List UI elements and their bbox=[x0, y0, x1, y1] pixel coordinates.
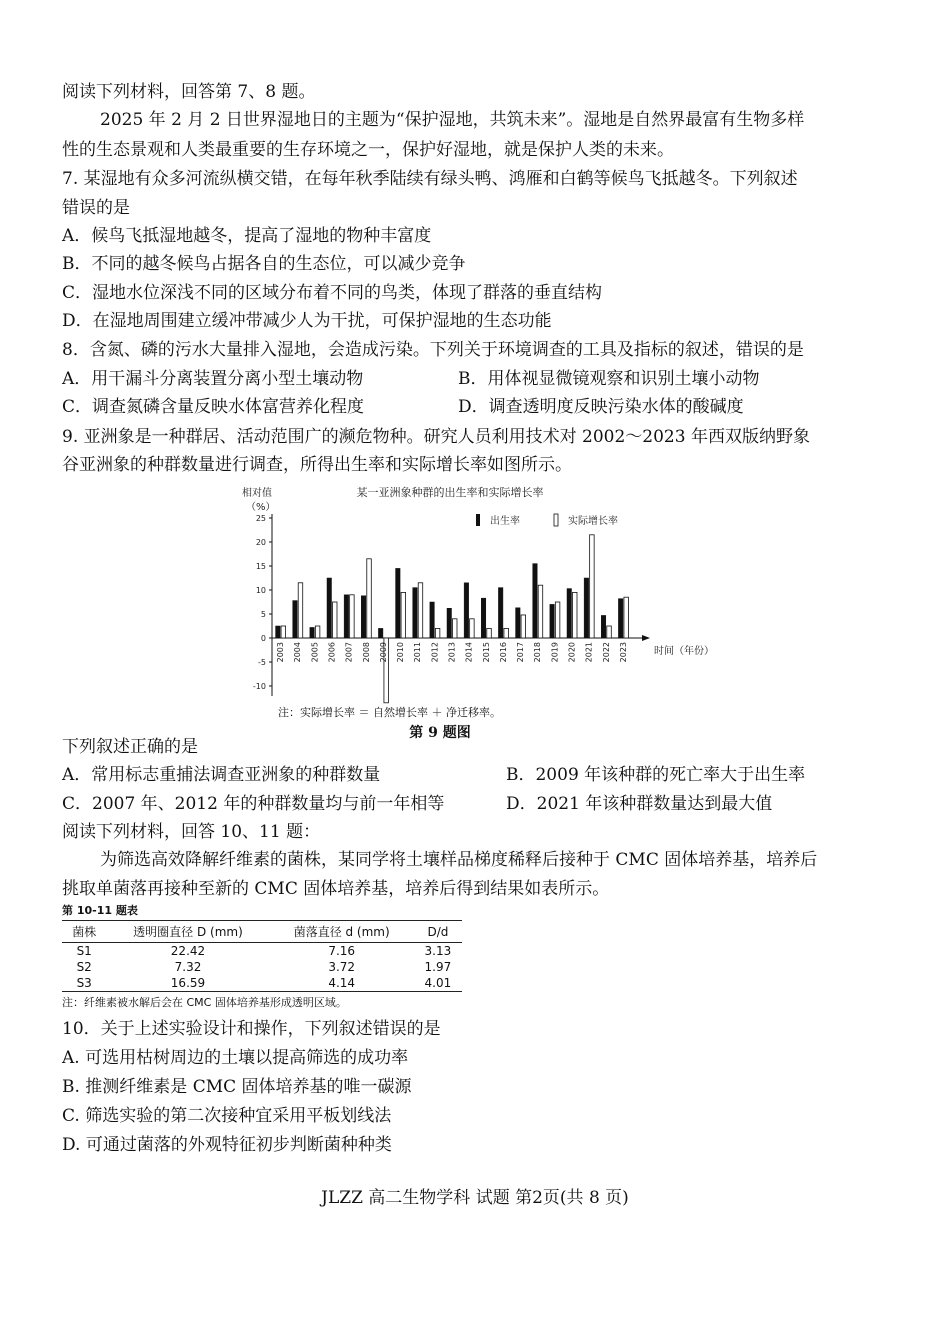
bar-actual-growth-rate bbox=[298, 583, 303, 638]
bar-actual-growth-rate bbox=[624, 597, 629, 638]
x-tick-label: 2006 bbox=[327, 642, 337, 663]
bar-birth-rate bbox=[293, 601, 298, 638]
table-row bbox=[62, 959, 462, 975]
material-text: 性的生态景观和人类最重要的生存环境之一，保护好湿地，就是保护人类的未来。 bbox=[62, 140, 674, 160]
y-tick-label: 5 bbox=[260, 610, 266, 619]
table-header: 透明圈直径 D (mm) bbox=[106, 921, 269, 943]
bar-actual-growth-rate bbox=[521, 615, 526, 638]
question-9-option-c: C．2007 年、2012 年的种群数量均与前一年相等 bbox=[62, 794, 445, 814]
chart-note: 注：实际增长率 ＝ 自然增长率 ＋ 净迁移率。 bbox=[278, 706, 501, 719]
question-8-option-d: D．调查透明度反映污染水体的酸碱度 bbox=[458, 397, 744, 417]
data-table-block bbox=[62, 902, 472, 1010]
legend-swatch-birth-rate bbox=[476, 514, 480, 526]
bar-birth-rate bbox=[413, 588, 418, 638]
bar-birth-rate bbox=[276, 626, 281, 638]
bar-birth-rate bbox=[430, 602, 435, 638]
y-tick-label: -10 bbox=[252, 682, 266, 691]
legend-label-birth-rate: 出生率 bbox=[490, 516, 520, 527]
question-8-stem: 8．含氮、磷的污水大量排入湿地，会造成污染。下列关于环境调查的工具及指标的叙述，错误的是 bbox=[62, 340, 804, 360]
question-7-option-d: D．在湿地周围建立缓冲带减少人为干扰，可保护湿地的生态功能 bbox=[62, 311, 552, 331]
y-tick-label: 0 bbox=[260, 634, 266, 643]
bar-actual-growth-rate bbox=[573, 592, 578, 638]
question-10-option-d: D. 可通过菌落的外观特征初步判断菌种种类 bbox=[62, 1135, 392, 1155]
bar-birth-rate bbox=[344, 595, 349, 638]
bar-actual-growth-rate bbox=[590, 535, 595, 638]
results-table bbox=[62, 920, 462, 992]
y-tick-label: 10 bbox=[255, 586, 266, 595]
y-axis-unit: （%） bbox=[246, 502, 276, 513]
x-tick-label: 2010 bbox=[396, 642, 406, 663]
question-7-stem: 7. 某湿地有众多河流纵横交错，在每年秋季陆续有绿头鸭、鸿雁和白鹤等候鸟飞抵越冬。下列叙述 bbox=[62, 169, 798, 189]
bar-birth-rate bbox=[310, 627, 315, 638]
y-tick-label: 15 bbox=[255, 562, 266, 571]
table-cell: 3.72 bbox=[328, 960, 356, 974]
question-9-stem: 谷亚洲象的种群数量进行调查，所得出生率和实际增长率如图所示。 bbox=[62, 455, 572, 475]
x-tick-label: 2013 bbox=[447, 642, 457, 663]
question-9-option-d: D．2021 年该种群数量达到最大值 bbox=[506, 794, 773, 814]
question-10-option-c: C. 筛选实验的第二次接种宜采用平板划线法 bbox=[62, 1106, 392, 1126]
table-row bbox=[62, 975, 462, 992]
x-tick-label: 2005 bbox=[310, 642, 320, 663]
bar-actual-growth-rate bbox=[470, 619, 475, 638]
x-tick-label: 2022 bbox=[601, 642, 611, 663]
table-cell: S3 bbox=[62, 975, 106, 992]
material-text: 挑取单菌落再接种至新的 CMC 固体培养基，培养后得到结果如表所示。 bbox=[62, 879, 610, 899]
x-axis-label: 时间（年份） bbox=[654, 646, 714, 657]
x-tick-label: 2018 bbox=[533, 642, 543, 663]
table-header: 菌落直径 d (mm) bbox=[270, 921, 414, 943]
x-tick-label: 2023 bbox=[618, 642, 628, 663]
question-9-stem: 9. 亚洲象是一种群居、活动范围广的濒危物种。研究人员利用技术对 2002～2023 年西双版纳野象 bbox=[62, 427, 810, 447]
bar-actual-growth-rate bbox=[367, 559, 372, 638]
x-tick-label: 2016 bbox=[498, 642, 508, 663]
y-tick-label: 25 bbox=[255, 514, 266, 523]
table-cell: 1.97 bbox=[424, 960, 452, 974]
x-tick-label: 2014 bbox=[464, 642, 474, 663]
bar-actual-growth-rate bbox=[607, 626, 612, 638]
bar-birth-rate bbox=[447, 608, 452, 638]
table-header: 菌株 bbox=[62, 921, 106, 943]
table-cell: 7.16 bbox=[328, 944, 356, 958]
table-cell: 3.13 bbox=[424, 944, 452, 958]
question-7-option-c: C．湿地水位深浅不同的区域分布着不同的鸟类，体现了群落的垂直结构 bbox=[62, 283, 603, 303]
bar-birth-rate bbox=[618, 599, 623, 638]
bar-birth-rate bbox=[516, 608, 521, 638]
question-8-option-a: A．用干漏斗分离装置分离小型土壤动物 bbox=[62, 369, 364, 389]
table-header: D/d bbox=[414, 921, 462, 943]
bar-birth-rate bbox=[567, 589, 572, 638]
bar-actual-growth-rate bbox=[487, 628, 492, 638]
chart-title: 某一亚洲象种群的出生率和实际增长率 bbox=[356, 486, 544, 499]
table-cell: 7.32 bbox=[174, 960, 202, 974]
question-8-option-c: C．调查氮磷含量反映水体富营养化程度 bbox=[62, 397, 365, 417]
question-10-option-a: A. 可选用枯树周边的土壤以提高筛选的成功率 bbox=[62, 1048, 409, 1068]
bar-birth-rate bbox=[481, 598, 486, 638]
x-tick-label: 2020 bbox=[567, 642, 577, 663]
bar-actual-growth-rate bbox=[418, 583, 423, 638]
x-tick-label: 2017 bbox=[516, 642, 526, 663]
bar-actual-growth-rate bbox=[435, 628, 440, 638]
x-tick-label: 2007 bbox=[344, 642, 354, 663]
x-tick-label: 2019 bbox=[550, 642, 560, 663]
material-text: 2025 年 2 月 2 日世界湿地日的主题为“保护湿地，共筑未来”。湿地是自然界最富有生物多样 bbox=[100, 110, 805, 130]
chart-caption: 第 9 题图 bbox=[409, 725, 471, 741]
x-tick-label: 2015 bbox=[481, 642, 491, 663]
x-tick-label: 2003 bbox=[276, 642, 286, 663]
bar-birth-rate bbox=[361, 596, 366, 638]
table-cell: 4.14 bbox=[270, 975, 414, 992]
table-cell: 16.59 bbox=[106, 975, 269, 992]
x-tick-label: 2012 bbox=[430, 642, 440, 663]
bar-birth-rate bbox=[601, 615, 606, 638]
bar-birth-rate bbox=[550, 604, 555, 638]
bar-actual-growth-rate bbox=[333, 602, 338, 638]
chart-svg bbox=[240, 482, 714, 722]
bar-actual-growth-rate bbox=[453, 619, 458, 638]
x-tick-label: 2011 bbox=[413, 642, 423, 663]
x-tick-label: 2004 bbox=[293, 642, 303, 663]
x-tick-label: 2008 bbox=[361, 642, 371, 663]
bar-birth-rate bbox=[327, 578, 332, 638]
bar-actual-growth-rate bbox=[401, 592, 406, 638]
y-axis-label: 相对值 bbox=[242, 488, 272, 499]
table-title: 第 10-11 题表 bbox=[62, 904, 138, 917]
bar-actual-growth-rate bbox=[315, 626, 320, 638]
table-row bbox=[62, 943, 462, 960]
intro-7-8: 阅读下列材料，回答第 7、8 题。 bbox=[62, 82, 316, 102]
x-tick-label: 2009 bbox=[378, 642, 388, 663]
question-7-option-b: B．不同的越冬候鸟占据各自的生态位，可以减少竞争 bbox=[62, 254, 466, 274]
table-cell: S2 bbox=[76, 960, 92, 974]
bar-birth-rate bbox=[396, 568, 401, 638]
question-7-stem: 错误的是 bbox=[62, 198, 130, 218]
question-10-option-b: B. 推测纤维素是 CMC 固体培养基的唯一碳源 bbox=[62, 1077, 412, 1097]
legend-label-actual-growth: 实际增长率 bbox=[568, 516, 618, 527]
table-cell: S1 bbox=[76, 944, 92, 958]
page-footer: JLZZ 高二生物学科 试题 第2页(共 8 页) bbox=[321, 1188, 629, 1208]
bar-actual-growth-rate bbox=[504, 628, 509, 638]
question-9-stem2: 下列叙述正确的是 bbox=[62, 737, 198, 757]
birth-rate-growth-chart bbox=[240, 482, 714, 722]
y-tick-label: -5 bbox=[258, 658, 266, 667]
bar-birth-rate bbox=[498, 588, 503, 638]
bar-actual-growth-rate bbox=[350, 595, 355, 638]
question-10-stem: 10．关于上述实验设计和操作，下列叙述错误的是 bbox=[62, 1019, 441, 1039]
bar-birth-rate bbox=[464, 583, 469, 638]
question-9-option-b: B．2009 年该种群的死亡率大于出生率 bbox=[506, 765, 806, 785]
bar-actual-growth-rate bbox=[281, 626, 286, 638]
x-axis-arrow bbox=[642, 635, 650, 641]
x-tick-label: 2021 bbox=[584, 642, 594, 663]
intro-10-11: 阅读下列材料，回答 10、11 题： bbox=[62, 822, 321, 842]
table-note: 注：纤维素被水解后会在 CMC 固体培养基形成透明区域。 bbox=[62, 996, 347, 1009]
y-tick-label: 20 bbox=[255, 538, 266, 547]
bar-actual-growth-rate bbox=[555, 602, 560, 638]
bar-birth-rate bbox=[533, 564, 538, 638]
table-cell: 4.01 bbox=[414, 975, 462, 992]
bar-actual-growth-rate bbox=[538, 585, 543, 638]
question-8-option-b: B．用体视显微镜观察和识别土壤小动物 bbox=[458, 369, 760, 389]
legend-swatch-actual-growth bbox=[554, 514, 558, 526]
bar-birth-rate bbox=[584, 578, 589, 638]
material-text: 为筛选高效降解纤维素的菌株，某同学将土壤样品梯度稀释后接种于 CMC 固体培养基，培养后 bbox=[100, 850, 818, 870]
question-9-option-a: A．常用标志重捕法调查亚洲象的种群数量 bbox=[62, 765, 381, 785]
question-7-option-a: A．候鸟飞抵湿地越冬，提高了湿地的物种丰富度 bbox=[62, 226, 432, 246]
bar-birth-rate bbox=[378, 628, 383, 638]
table-cell: 22.42 bbox=[170, 944, 206, 958]
